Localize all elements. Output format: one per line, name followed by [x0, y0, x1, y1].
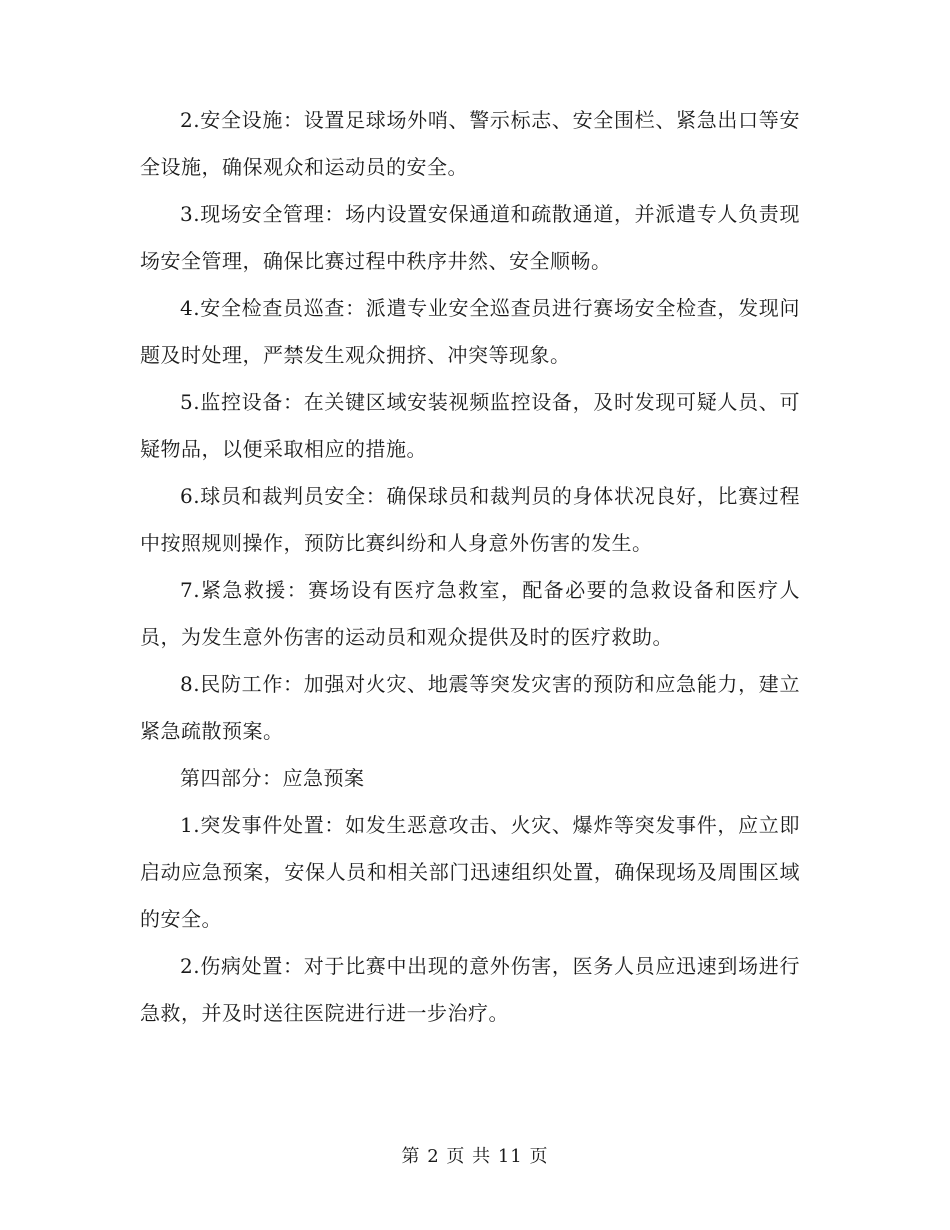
section-heading-emergency-plan: 第四部分：应急预案	[180, 766, 365, 790]
paragraph-site-safety-management: 3.现场安全管理：场内设置安保通道和疏散通道，并派遣专人负责现场安全管理，确保比赛过程中秩序井然、安全顺畅。	[140, 202, 800, 273]
paragraph-safety-facilities: 2.安全设施：设置足球场外哨、警示标志、安全围栏、紧急出口等安全设施，确保观众和运动员的安全。	[140, 108, 800, 179]
paragraph-safety-inspection: 4.安全检查员巡查：派遣专业安全巡查员进行赛场安全检查，发现问题及时处理，严禁发生观众拥挤、冲突等现象。	[140, 296, 800, 367]
paragraph-player-referee-safety: 6.球员和裁判员安全：确保球员和裁判员的身体状况良好，比赛过程中按照规则操作，预防比赛纠纷和人身意外伤害的发生。	[140, 484, 800, 555]
paragraph-emergency-rescue: 7.紧急救援：赛场设有医疗急救室，配备必要的急救设备和医疗人员，为发生意外伤害的运动员和观众提供及时的医疗救助。	[140, 578, 800, 649]
paragraph-civil-defense: 8.民防工作：加强对火灾、地震等突发灾害的预防和应急能力，建立紧急疏散预案。	[140, 672, 800, 743]
page-number-footer: 第 2 页 共 11 页	[401, 1146, 549, 1167]
paragraph-monitoring-equipment: 5.监控设备：在关键区域安装视频监控设备，及时发现可疑人员、可疑物品，以便采取相应的措施。	[140, 390, 800, 461]
paragraph-incident-handling: 1.突发事件处置：如发生恶意攻击、火灾、爆炸等突发事件，应立即启动应急预案，安保人员和相关部门迅速组织处置，确保现场及周围区域的安全。	[140, 813, 800, 931]
document-body	[140, 97, 800, 1037]
paragraph-injury-handling: 2.伤病处置：对于比赛中出现的意外伤害，医务人员应迅速到场进行急救，并及时送往医院进行进一步治疗。	[140, 954, 800, 1025]
